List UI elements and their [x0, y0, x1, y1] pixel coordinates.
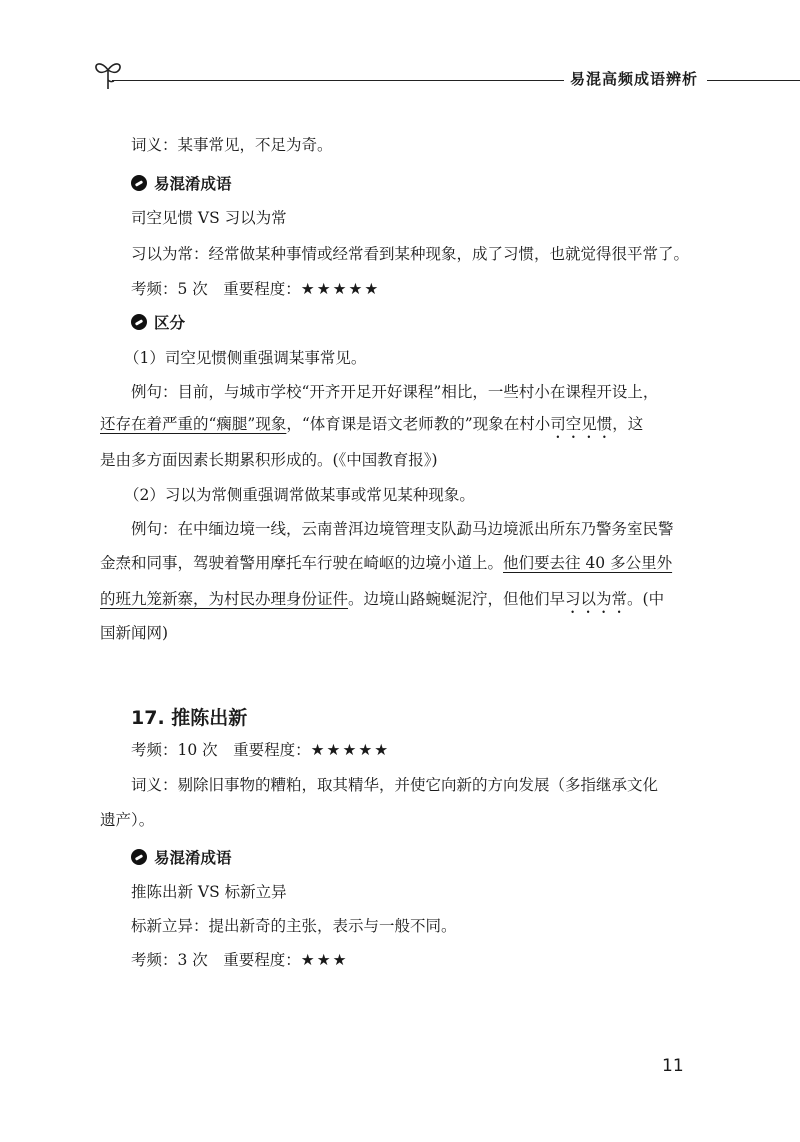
definition-line: 词义：某事常见，不足为奇。 — [131, 136, 333, 154]
example-line: 国新闻网) — [100, 624, 169, 642]
subheading-distinguish — [131, 313, 185, 333]
definition-line: 标新立异：提出新奇的主张，表示与一般不同。 — [131, 917, 457, 935]
definition-line: 词义：剔除旧事物的糟粕，取其精华，并使它向新的方向发展（多指继承文化 — [131, 776, 659, 794]
running-header-title: 易混高频成语辨析 — [570, 70, 699, 88]
emphasized-idiom: 司空见惯 — [550, 415, 613, 433]
comparison-line: 司空见惯 VS 习以为常 — [131, 209, 287, 227]
example-text: ，“体育课是语文老师教的”现象在村小 — [286, 415, 551, 433]
importance-stars: ★★★★★ — [300, 280, 381, 298]
definition-line: 习以为常：经常做某种事情或经常看到某种现象，成了习惯，也就觉得很平常了。 — [131, 245, 690, 263]
importance-stars: ★★★ — [300, 951, 349, 969]
distinction-point: （2）习以为常侧重强调常做某事或常见某种现象。 — [124, 486, 475, 504]
bullet-icon — [131, 314, 147, 330]
example-text: 。边境山路蜿蜒泥泞，但他们早 — [348, 590, 566, 608]
underlined-text: 的班九笼新寨，为村民办理身份证件 — [100, 590, 349, 608]
sprout-icon — [93, 56, 123, 90]
bullet-icon — [131, 849, 147, 865]
example-line — [100, 553, 672, 573]
underlined-text: 还存在着严重的“瘸腿”现象 — [100, 415, 287, 433]
example-text: 金焘和同事，驾驶着警用摩托车行驶在崎岖的边境小道上。 — [100, 554, 504, 572]
frequency-label: 考频：3 次 重要程度： — [131, 951, 301, 969]
subheading-text: 易混淆成语 — [154, 849, 232, 867]
header-rule-right — [707, 80, 800, 81]
frequency-line — [131, 950, 348, 970]
example-line: 例句：在中缅边境一线，云南普洱边境管理支队勐马边境派出所东乃警务室民警 — [131, 520, 674, 538]
section-title: 17. 推陈出新 — [131, 707, 248, 729]
bullet-icon — [131, 175, 147, 191]
emphasized-idiom: 习以为常 — [565, 590, 628, 608]
subheading-text: 易混淆成语 — [154, 175, 232, 193]
example-line: 是由多方面因素长期累积形成的。(《中国教育报》) — [100, 451, 438, 469]
example-text: ，这 — [612, 415, 644, 433]
example-line: 例句：目前，与城市学校“开齐开足开好课程”相比，一些村小在课程开设上， — [131, 383, 659, 401]
frequency-label: 考频：10 次 重要程度： — [131, 741, 311, 759]
frequency-label: 考频：5 次 重要程度： — [131, 280, 301, 298]
subheading-confusable — [131, 174, 232, 194]
header-rule-left — [112, 80, 564, 81]
comparison-line: 推陈出新 VS 标新立异 — [131, 883, 287, 901]
frequency-line — [131, 279, 380, 299]
page-number: 11 — [662, 1056, 684, 1076]
underlined-text: 他们要去往 40 多公里外 — [503, 554, 673, 572]
distinction-point: （1）司空见惯侧重强调某事常见。 — [124, 349, 367, 367]
frequency-line — [131, 740, 390, 760]
example-line — [100, 414, 643, 442]
example-text: 。(中 — [627, 590, 665, 608]
definition-line: 遗产）。 — [100, 811, 155, 829]
example-line — [100, 589, 664, 617]
subheading-text: 区分 — [154, 314, 186, 332]
importance-stars: ★★★★★ — [310, 741, 391, 759]
subheading-confusable — [131, 848, 232, 868]
